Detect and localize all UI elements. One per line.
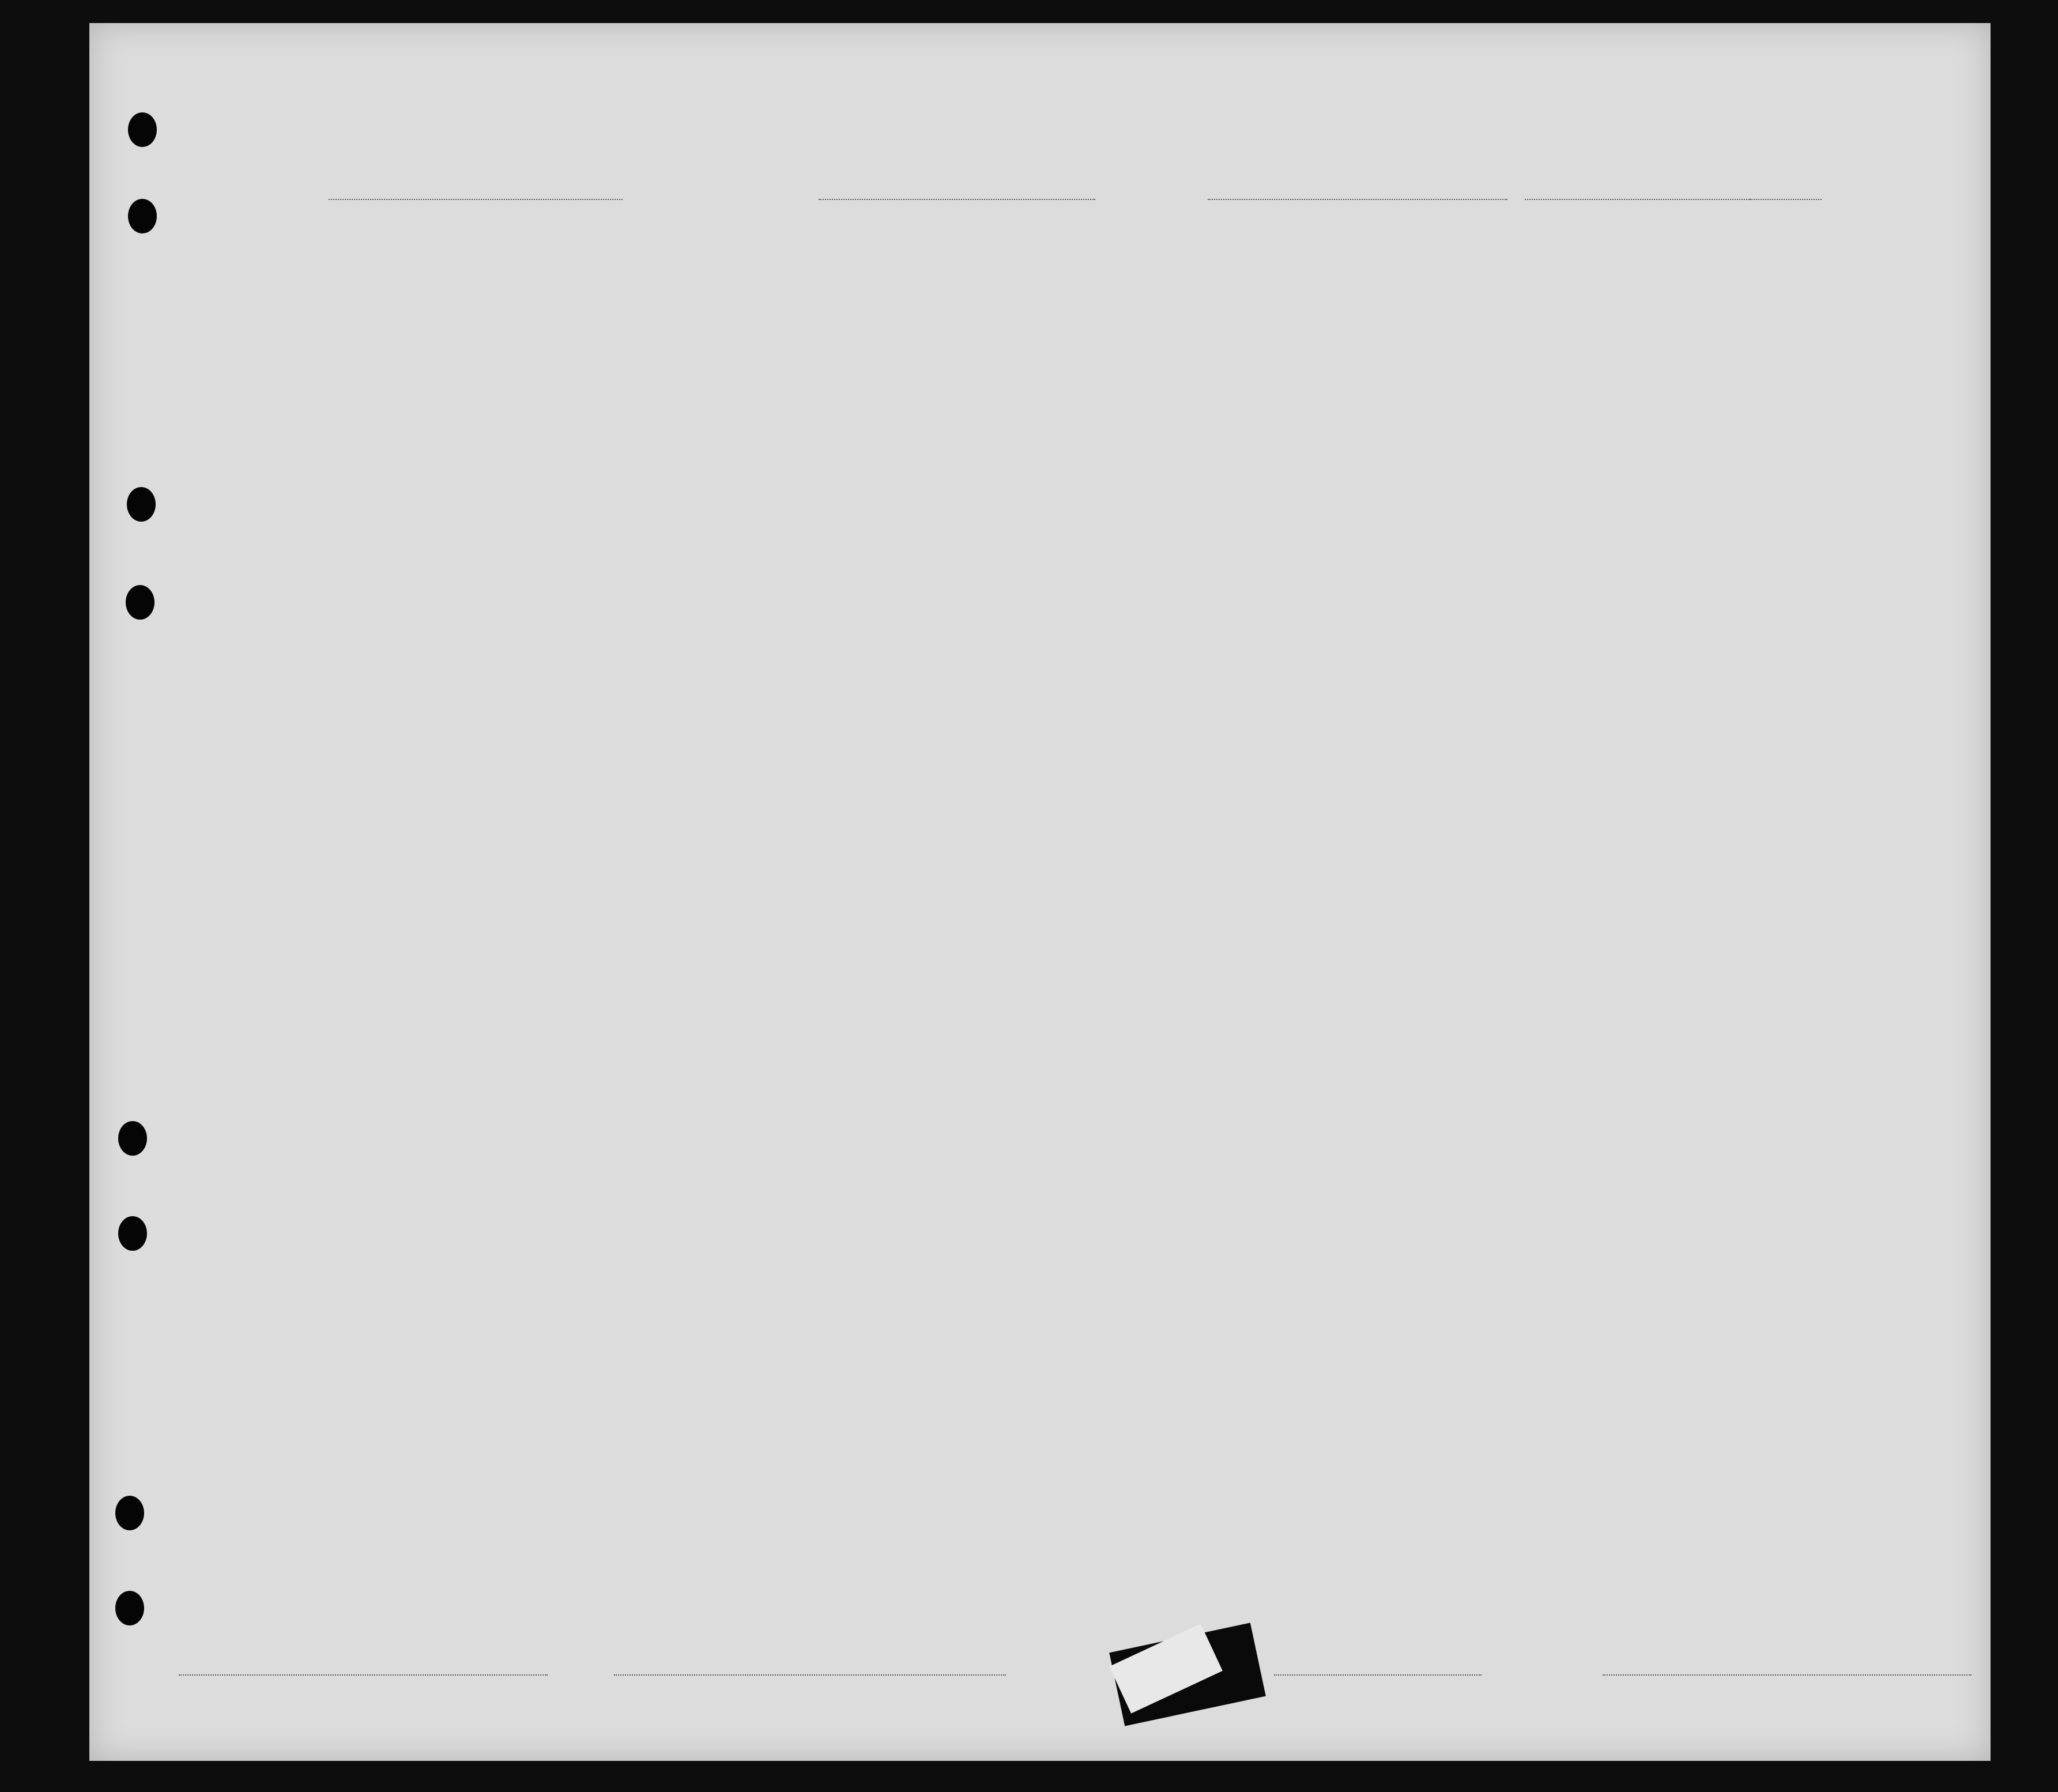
punch-hole (118, 1216, 147, 1251)
punch-hole (115, 1591, 144, 1625)
punch-hole (115, 1496, 144, 1530)
manifest-sheet (89, 23, 1991, 1761)
punch-hole (118, 1121, 147, 1156)
punch-hole (128, 112, 157, 147)
punch-hole (128, 199, 157, 233)
punch-hole (127, 487, 156, 522)
punch-hole (126, 585, 154, 620)
